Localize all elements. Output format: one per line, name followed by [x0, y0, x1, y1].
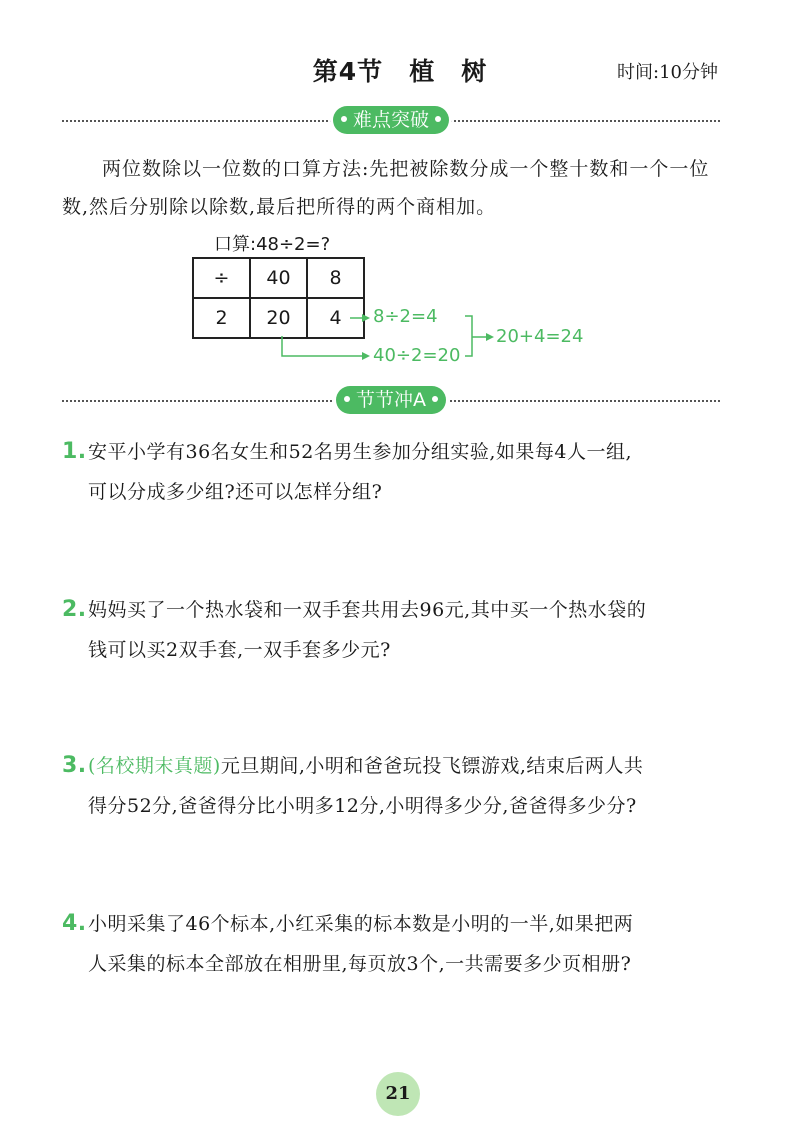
- question-3: [62, 746, 732, 826]
- time-limit: 时间:10分钟: [617, 62, 718, 83]
- question-text-cont: 得分52分,爸爸得分比小明多12分,小明得多少分,爸爸得多少分?: [88, 795, 637, 817]
- question-number: 3.: [62, 753, 87, 778]
- grid-cell: 40: [250, 258, 307, 298]
- question-number: 4.: [62, 911, 87, 936]
- section-badge-label: 节节冲A: [356, 389, 426, 411]
- question-text-cont: 人采集的标本全部放在相册里,每页放3个,一共需要多少页相册?: [88, 953, 632, 975]
- arrow-line-step2: [282, 336, 366, 356]
- grid-cell: 2: [193, 298, 250, 338]
- arrow-head-icon: [362, 352, 370, 360]
- question-2: [62, 590, 732, 670]
- question-text-cont: 可以分成多少组?还可以怎样分组?: [88, 481, 383, 503]
- question-source-tag: (名校期末真题): [88, 755, 221, 777]
- arrow-head-icon: [362, 314, 370, 322]
- arrow-head-icon: [486, 333, 494, 341]
- section-number: 第4节: [312, 57, 384, 86]
- question-number: 2.: [62, 597, 87, 622]
- question-4: [62, 904, 732, 984]
- step-sum: 20+4=24: [496, 326, 584, 347]
- method-explanation: 两位数除以一位数的口算方法:先把被除数分成一个整十数和一个一位数,然后分别除以除数,最后把所得的两个商相加。: [62, 158, 710, 218]
- step-tens: 40÷2=20: [373, 345, 461, 366]
- question-text: 小明采集了46个标本,小红采集的标本数是小明的一半,如果把两: [88, 913, 634, 935]
- section-title: 植 树: [409, 57, 488, 86]
- section-badge-label: 难点突破: [352, 109, 430, 131]
- question-text: 安平小学有36名女生和52名男生参加分组实验,如果每4人一组,: [88, 441, 633, 463]
- bracket-line: [465, 316, 472, 356]
- dot-icon: [344, 396, 350, 402]
- question-text-cont: 钱可以买2双手套,一双手套多少元?: [88, 639, 391, 661]
- section-divider-practice: [62, 386, 720, 416]
- question-text: 元旦期间,小明和爸爸玩投飞镖游戏,结束后两人共: [220, 755, 644, 777]
- question-number: 1.: [62, 439, 87, 464]
- grid-cell: 4: [307, 298, 364, 338]
- dot-icon: [432, 396, 438, 402]
- grid-cell: 8: [307, 258, 364, 298]
- step-ones: 8÷2=4: [373, 306, 438, 327]
- question-text: 妈妈买了一个热水袋和一双手套共用去96元,其中买一个热水袋的: [88, 599, 647, 621]
- question-1: [62, 432, 732, 512]
- page-number: 21: [376, 1072, 420, 1116]
- section-badge-practice: [336, 386, 446, 414]
- grid-cell: ÷: [193, 258, 250, 298]
- calc-arrows: [0, 0, 800, 400]
- calc-example-label: 口算:48÷2=?: [214, 234, 331, 255]
- grid-cell: 20: [250, 298, 307, 338]
